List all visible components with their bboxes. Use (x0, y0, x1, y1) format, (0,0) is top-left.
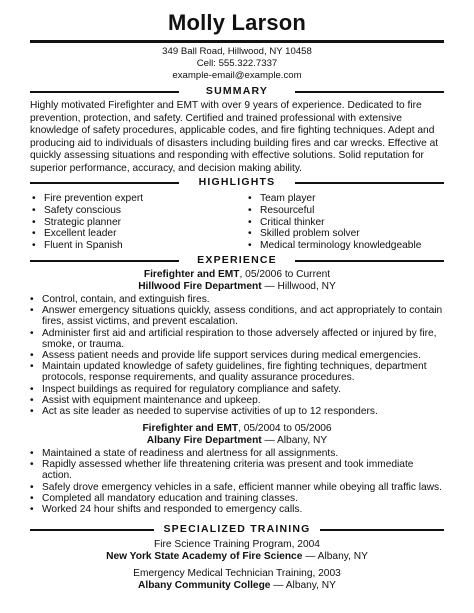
training-heading-text: SPECIALIZED TRAINING (163, 523, 311, 535)
list-item: • Completed all mandatory education and training classes. (30, 493, 444, 504)
training-location: — Albany, NY (270, 580, 336, 591)
list-item: • Act as site leader as needed to supervise activities of up to 12 responders. (30, 406, 444, 417)
job-location: — Albany, NY (261, 435, 328, 446)
highlights-right-list (248, 193, 448, 252)
heading-rule-right (320, 529, 444, 531)
job-employer: Albany Fire Department (146, 435, 262, 446)
list-item: • Assist with equipment maintenance and upkeep. (30, 395, 444, 406)
heading-rule-right (295, 182, 444, 184)
list-item: • Assess patient needs and provide life support services during medical emergencies. (30, 350, 444, 361)
training-school-line (0, 580, 474, 592)
job-employer-line (0, 281, 474, 293)
contact-email: example-email@example.com (172, 70, 302, 81)
experience-heading-text: EXPERIENCE (197, 254, 277, 266)
list-item: • Maintained a state of readiness and alertness for all assignments. (30, 448, 444, 459)
list-item: • Strategic planner (32, 217, 232, 229)
list-item: • Critical thinker (248, 217, 448, 229)
job-title-line (0, 269, 474, 281)
job-duties-list (30, 294, 444, 417)
experience-heading (30, 254, 444, 268)
summary-heading (30, 85, 444, 99)
contact-cell: Cell: 555.322.7337 (196, 58, 278, 69)
job-location: — Hillwood, NY (261, 281, 336, 292)
training-school: Albany Community College (138, 580, 271, 591)
list-item: • Excellent leader (32, 228, 232, 240)
highlights-left-list (32, 193, 232, 252)
list-item: • Control, contain, and extinguish fires. (30, 294, 444, 305)
contact-address: 349 Ball Road, Hillwood, NY 10458 (162, 46, 312, 57)
list-item: • Answer emergency situations quickly, assess conditions, and act appropriately to contain fires, assist victims, and prevent escalation. (30, 305, 444, 327)
job-employer-line (0, 435, 474, 447)
list-item: • Maintain updated knowledge of safety guidelines, fire fighting techniques, department protocols, response requirements, and quality assurance procedures. (30, 361, 444, 383)
job-dates: , 05/2004 to 05/2006 (238, 423, 332, 434)
list-item: • Fire prevention expert (32, 193, 232, 205)
list-item: • Fluent in Spanish (32, 240, 232, 252)
job-title: Firefighter and EMT (143, 269, 240, 280)
list-item: • Worked 24 hour shifts and responded to emergency calls. (30, 504, 444, 515)
job-dates: , 05/2006 to Current (239, 269, 331, 280)
training-program: Emergency Medical Technician Training, 2003 (133, 568, 341, 579)
list-item: • Medical terminology knowledgeable (248, 240, 448, 252)
training-school: New York State Academy of Fire Science (106, 551, 303, 562)
list-item: • Resourceful (248, 205, 448, 217)
summary-heading-text: SUMMARY (205, 85, 269, 97)
job-title-line (0, 423, 474, 435)
training-heading (30, 523, 444, 537)
list-item: • Safely drove emergency vehicles in a safe, efficient manner while obeying all traffic laws. (30, 482, 444, 493)
job-duties-list (30, 448, 444, 515)
list-item: • Safety conscious (32, 205, 232, 217)
highlights-heading-text: HIGHLIGHTS (198, 176, 276, 188)
job-employer: Hillwood Fire Department (138, 281, 262, 292)
list-item: • Rapidly assessed whether life threatening criteria was present and took immediate action. (30, 459, 444, 481)
list-item: • Inspect buildings as required for regulatory compliance and safety. (30, 384, 444, 395)
heading-rule-right (295, 91, 444, 93)
training-program: Fire Science Training Program, 2004 (154, 539, 320, 550)
list-item: • Skilled problem solver (248, 228, 448, 240)
highlights-heading (30, 176, 444, 190)
heading-rule-right (295, 260, 444, 262)
list-item: • Team player (248, 193, 448, 205)
training-location: — Albany, NY (302, 551, 368, 562)
list-item: • Administer first aid and artificial respiration to those adversely affected or injured by fire, smoke, or trauma. (30, 328, 444, 350)
summary-text: Highly motivated Firefighter and EMT with over 9 years of experience. Dedicated to fire prevention, protection, and safety. Certified and trained professional with extensive knowledge of safety procedures, applicable codes, and fire fighting techniques. Adept and producing aid to individuals of disasters including building fires and car wrecks. Effective at quickly assessing situations and responding with effective solutions. Solid reputation for superior performance, accuracy, and decision making ability. (30, 100, 439, 174)
header-rule (30, 40, 444, 43)
job-title: Firefighter and EMT (142, 423, 239, 434)
resume-name: Molly Larson (167, 10, 307, 35)
training-school-line (0, 551, 474, 563)
